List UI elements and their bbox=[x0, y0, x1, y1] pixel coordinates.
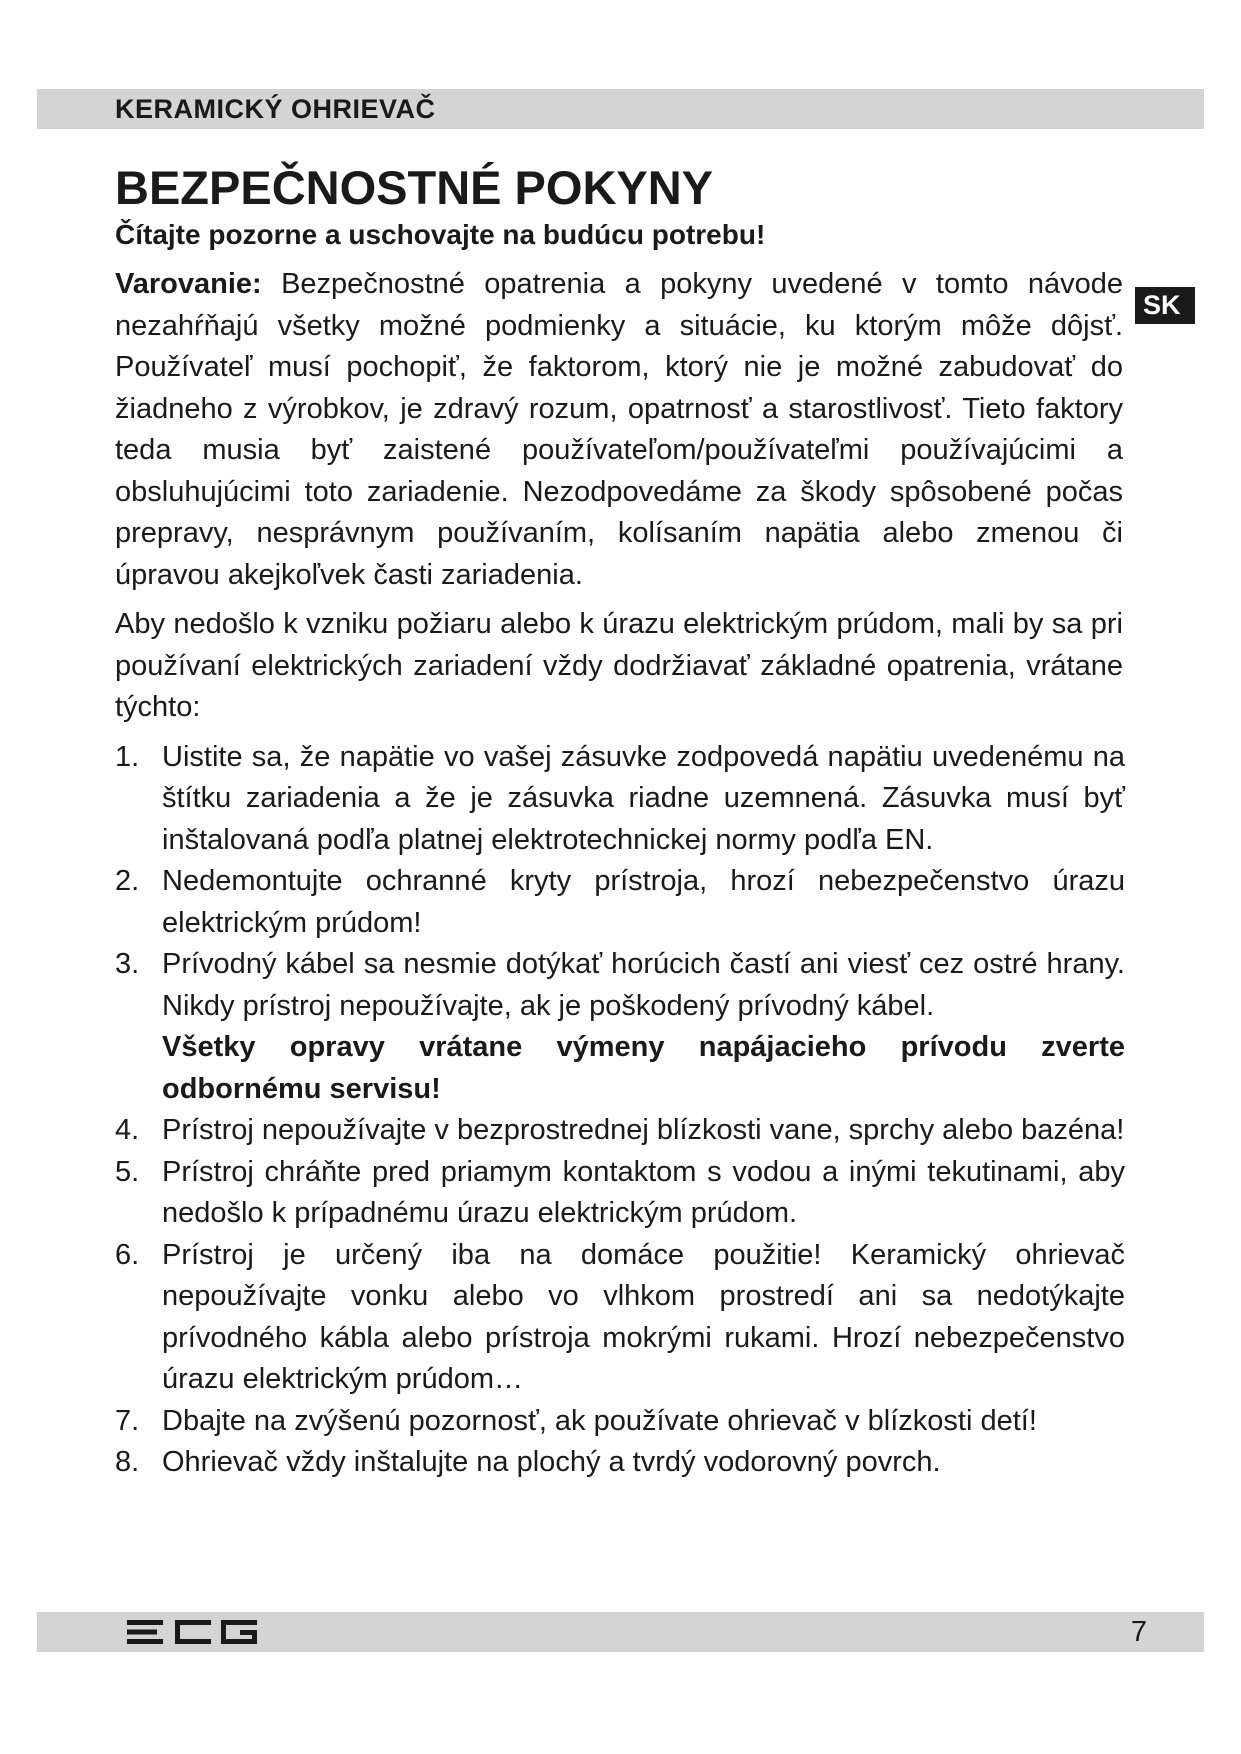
list-item bbox=[115, 1110, 1125, 1152]
item-text: Prístroj nepoužívajte v bezprostrednej blízkosti vane, sprchy alebo bazéna! bbox=[162, 1114, 1125, 1146]
footer-bar bbox=[37, 1612, 1204, 1652]
page-title: BEZPEČNOSTNÉ POKYNY bbox=[115, 161, 714, 214]
item-number: 7. bbox=[115, 1404, 140, 1437]
item-number: 1. bbox=[115, 740, 140, 773]
item-text: Prístroj chráňte pred priamym kontaktom s vodou a inými tekutinami, aby nedošlo k prípadnému úrazu elektrickým prúdom. bbox=[162, 1155, 1125, 1229]
item-text: Dbajte na zvýšenú pozornosť, ak používate ohrievač v blízkosti detí! bbox=[162, 1404, 1037, 1437]
page-number: 7 bbox=[1130, 1616, 1147, 1648]
intro-paragraph: Aby nedošlo k vzniku požiaru alebo k úrazu elektrickým prúdom, mali by sa pri používaní elektrických zariadení vždy dodržiavať základné opatrenia, vrátane týchto: bbox=[115, 608, 1123, 723]
item-number: 2. bbox=[115, 865, 140, 897]
list-item bbox=[115, 861, 1125, 944]
item-number: 6. bbox=[115, 1238, 140, 1271]
language-tab: SK bbox=[1135, 287, 1195, 324]
main-content bbox=[115, 160, 1125, 1484]
item-number: 8. bbox=[115, 1446, 140, 1478]
product-title: KERAMICKÝ OHRIEVAČ bbox=[115, 94, 436, 124]
warning-label: Varovanie: bbox=[115, 268, 262, 300]
item-text: Nedemontujte ochranné kryty prístroja, hrozí nebezpečenstvo úrazu elektrickým prúdom! bbox=[162, 865, 1125, 939]
subtitle: Čítajte pozorne a uschovajte na budúcu potrebu! bbox=[115, 219, 766, 250]
item-text: Ohrievač vždy inštalujte na plochý a tvrdý vodorovný povrch. bbox=[162, 1446, 941, 1478]
list-item bbox=[115, 1152, 1125, 1235]
item-number: 4. bbox=[115, 1114, 140, 1146]
item-text: Prístroj je určený iba na domáce použitie! Keramický ohrievač nepoužívajte vonku alebo vo vlhkom prostredí ani sa nedotýkajte prívodného kábla alebo prístroja mokrými rukami. Hrozí nebezpečenstvo úrazu elektrickým prúdom… bbox=[162, 1238, 1125, 1395]
list-item bbox=[115, 1401, 1125, 1443]
item-text: Uistite sa, že napätie vo vašej zásuvke zodpovedá napätiu uvedenému na štítku zariadenia a že je zásuvka riadne uzemnená. Zásuvka musí byť inštalovaná podľa platnej elektrotechnickej normy podľa EN. bbox=[162, 740, 1125, 856]
warning-paragraph bbox=[115, 264, 1123, 596]
list-item bbox=[115, 737, 1125, 862]
ecg-logo bbox=[127, 1615, 257, 1654]
warning-text: Bezpečnostné opatrenia a pokyny uvedené v tomto návode nezahŕňajú všetky možné podmienky a situácie, ku ktorým môže dôjsť. Používateľ musí pochopiť, že faktorom, ktorý nie je možné zabudovať do žiadneho z výrobkov, je zdravý rozum, opatrnosť a starostlivosť. Tieto faktory teda musia byť zaistené používateľom/používateľmi používajúcimi a obsluhujúcimi toto zariadenie. Nezodpovedáme za škody spôsobené počas prepravy, nesprávnym používaním, kolísaním napätia alebo zmenou či úpravou akejkoľvek časti zariadenia. bbox=[115, 268, 1123, 591]
header-bar bbox=[37, 89, 1204, 129]
ecg-logo-mark bbox=[127, 1615, 257, 1649]
list-item bbox=[115, 1442, 1125, 1484]
list-item bbox=[115, 944, 1125, 1110]
item-number: 5. bbox=[115, 1155, 140, 1188]
safety-rules-list bbox=[115, 737, 1125, 1484]
item-number: 3. bbox=[115, 948, 140, 980]
list-item bbox=[115, 1235, 1125, 1401]
item-text: Prívodný kábel sa nesmie dotýkať horúcich častí ani viesť cez ostré hrany. Nikdy prístroj nepoužívajte, ak je poškodený prívodný kábel. bbox=[162, 948, 1125, 1022]
item-bold-text: Všetky opravy vrátane výmeny napájacieho prívodu zverte odbornému servisu! bbox=[162, 1031, 1125, 1105]
